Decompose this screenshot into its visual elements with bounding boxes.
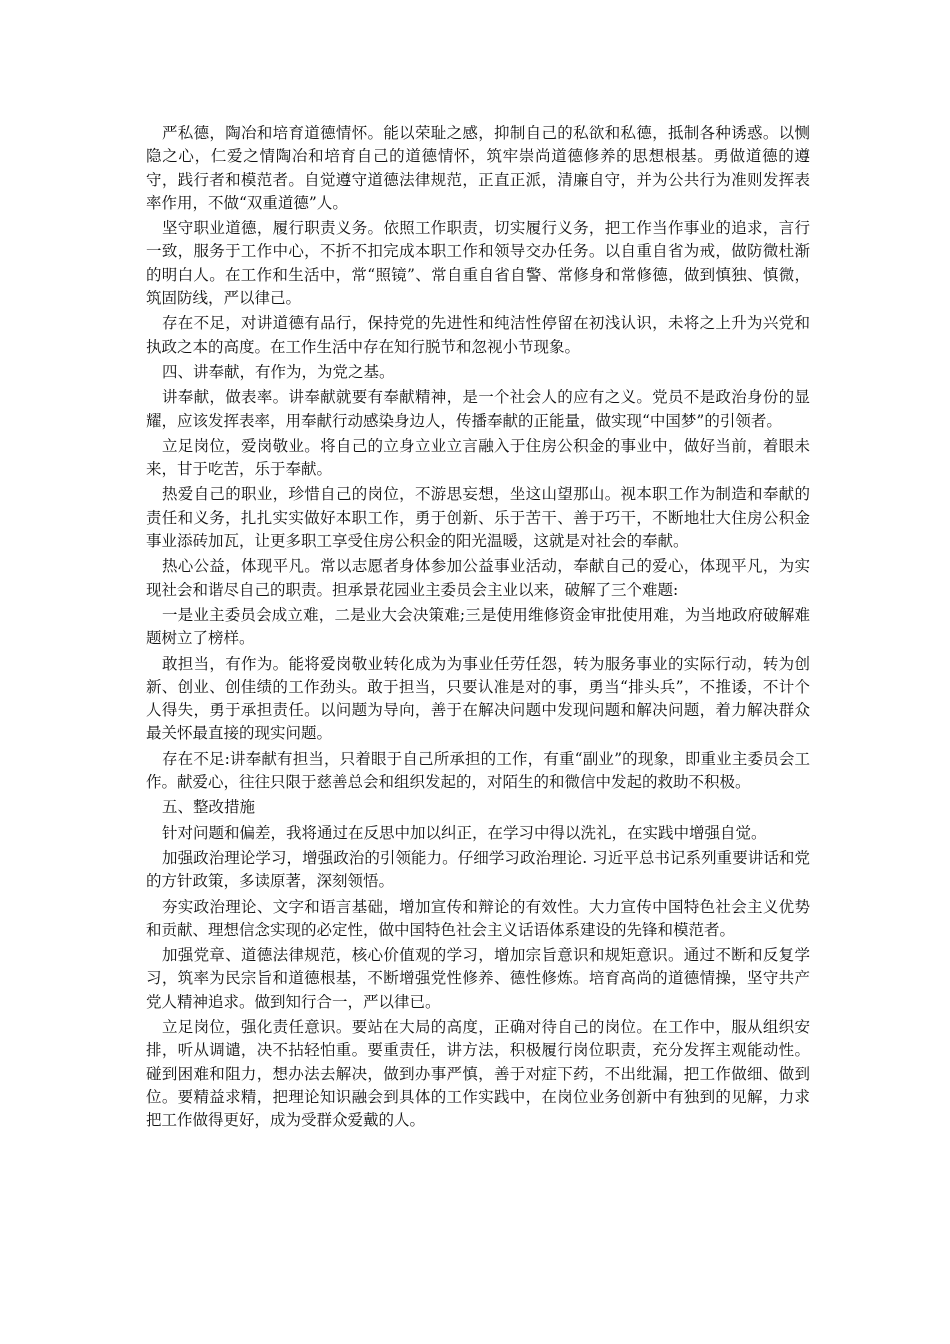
paragraph: 存在不足:讲奉献有担当，只着眼于自己所承担的工作，有重“副业”的现象，即重业主委员会工作。献爱心，往往只限于慈善总会和组织发起的，对陌生的和微信中发起的救助不积极。 — [146, 749, 810, 792]
paragraph: 热心公益，体现平凡。常以志愿者身体参加公益事业活动，奉献自己的爱心，体现平凡，为实现社会和谐尽自己的职责。担承景花园业主委员会主业以来，破解了三个难题: — [146, 557, 810, 599]
section-heading: 四、讲奉献，有作为，为党之基。 — [162, 362, 395, 381]
paragraph: 热爱自己的职业，珍惜自己的岗位，不游思妄想，坐这山望那山。视本职工作为制造和奉献的责任和义务，扎扎实实做好本职工作，勇于创新、乐于苦干、善于巧干，不断地壮大住房公积金事业添砖加瓦，让更多职工享受住房公积金的阳光温暖，这就是对社会的奉献。 — [146, 485, 810, 551]
paragraph: 立足岗位，爱岗敬业。将自己的立身立业立言融入于住房公积金的事业中，做好当前，着眼未来，甘于吃苦，乐于奉献。 — [146, 436, 810, 479]
paragraph: 夯实政治理论、文字和语言基础，增加宣传和辩论的有效性。大力宣传中国特色社会主义优势和贡献、理想信念实现的必定性，做中国特色社会主义话语体系建设的先锋和模范者。 — [146, 897, 810, 939]
paragraph: 坚守职业道德，履行职责义务。依照工作职责，切实履行义务，把工作当作事业的追求，言行一致，服务于工作中心，不折不扣完成本职工作和领导交办任务。以自重自省为戒，做防微杜渐的明白人。在工作和生活中，常“照镜”、常自重自省自警、常修身和常修德，做到慎独、慎微，筑固防线，严以律己。 — [146, 219, 810, 308]
section-heading: 五、整改措施 — [162, 798, 256, 817]
paragraph: 一是业主委员会成立难，二是业大会决策难;三是使用维修资金审批使用难，为当地政府破解难题树立了榜样。 — [146, 605, 810, 648]
document-body — [146, 122, 810, 1134]
paragraph: 严私德，陶冶和培育道德情怀。能以荣耻之感，抑制自己的私欲和私德，抵制各种诱惑。以恻隐之心，仁爱之情陶冶和培育自己的道德情怀，筑牢崇尚道德修养的思想根基。勇做道德的遵守，践行者和模范者。自觉遵守道德法律规范，正直正派，清廉自守，并为公共行为准则发挥表率作用，不做“双重道德”人。 — [146, 124, 810, 212]
paragraph: 存在不足，对讲道德有品行，保持党的先进性和纯洁性停留在初浅认识，未将之上升为兴党和执政之本的高度。在工作生活中存在知行脱节和忽视小节现象。 — [146, 314, 810, 356]
paragraph: 加强政治理论学习，增强政治的引领能力。仔细学习政治理论. 习近平总书记系列重要讲话和党的方针政策，多读原著，深刻领悟。 — [146, 848, 810, 891]
paragraph: 针对问题和偏差，我将通过在反思中加以纠正，在学习中得以洗礼，在实践中增强自觉。 — [162, 823, 767, 842]
paragraph: 敢担当，有作为。能将爱岗敬业转化成为为事业任劳任怨，转为服务事业的实际行动，转为创新、创业、创佳绩的工作劲头。敢于担当，只要认准是对的事，勇当“排头兵”，不推诿，不计个人得失，勇于承担责任。以问题为导向，善于在解决问题中发现问题和解决问题，着力解决群众最关怀最直接的现实问题。 — [146, 654, 810, 743]
paragraph: 加强党章、道德法律规范，核心价值观的学习，增加宗旨意识和规矩意识。通过不断和反复学习，筑率为民宗旨和道德根基，不断增强党性修养、德性修炼。培育高尚的道德情操，坚守共产党人精神追求。做到知行合一，严以律已。 — [146, 946, 810, 1011]
paragraph: 讲奉献，做表率。讲奉献就要有奉献精神，是一个社会人的应有之义。党员不是政治身份的显耀，应该发挥表率，用奉献行动感染身边人，传播奉献的正能量，做实现“中国梦”的引领者。 — [146, 388, 810, 430]
paragraph: 立足岗位，强化责任意识。要站在大局的高度，正确对待自己的岗位。在工作中，服从组织安排，听从调谴，决不拈轻怕重。要重责任，讲方法，积极履行岗位职责，充分发挥主观能动性。碰到困难和阻力，想办法去解决，做到办事严慎，善于对症下药，不出纰漏，把工作做细、做到位。要精益求精，把理论知识融会到具体的工作实践中，在岗位业务创新中有独到的见解，力求把工作做得更好，成为受群众爱戴的人。 — [146, 1017, 810, 1130]
